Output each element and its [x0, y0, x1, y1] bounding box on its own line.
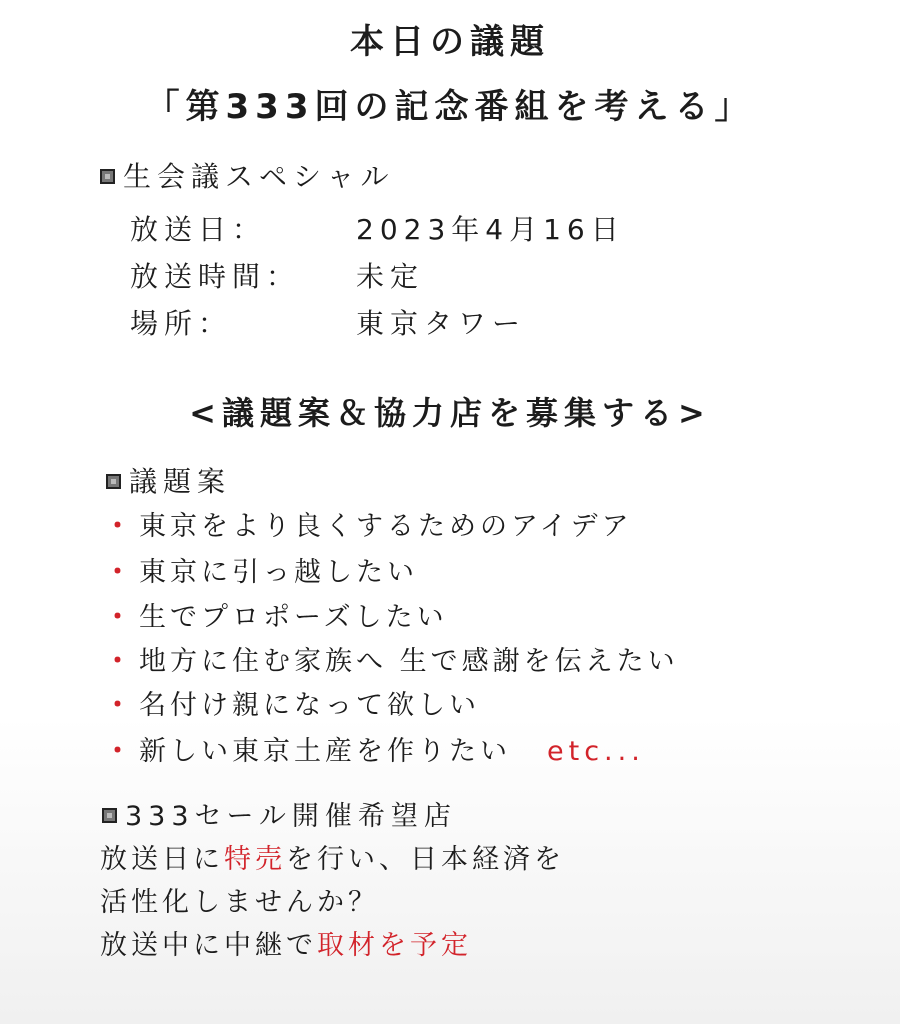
- list-item-text: 地方に住む家族へ 生で感謝を伝えたい: [139, 646, 679, 677]
- list-item-text: 名付け親になって欲しい: [139, 690, 480, 721]
- broadcast-date-value: 2023年4月16日: [356, 213, 625, 246]
- bullet-icon: ・: [104, 602, 135, 633]
- sale-heading: [102, 803, 457, 830]
- list-item-text: 東京をより良くするためのアイデア: [139, 511, 633, 542]
- etc-label: etc...: [547, 736, 645, 767]
- list-item: [104, 513, 633, 540]
- bullet-icon: ・: [104, 690, 135, 721]
- broadcast-date-label: 放送日：: [130, 213, 267, 246]
- broadcast-time-label: 放送時間：: [130, 260, 301, 293]
- square-bullet-icon: [106, 474, 121, 489]
- bullet-icon: ・: [104, 646, 135, 677]
- location-label: 場所：: [130, 307, 233, 340]
- broadcast-time-value: 未定: [356, 260, 425, 293]
- coverage-highlight: 取材を予定: [317, 930, 472, 961]
- list-item: [104, 692, 480, 719]
- bullet-icon: ・: [104, 557, 135, 588]
- list-item: [104, 604, 448, 631]
- list-item: [104, 738, 645, 765]
- sale-line-1-start: 放送日に: [100, 844, 224, 875]
- list-item-text: 新しい東京土産を作りたい: [139, 736, 511, 767]
- sale-highlight: 特売: [224, 844, 286, 875]
- sale-line-3: [100, 932, 472, 959]
- special-heading-text: 生会議スペシャル: [123, 160, 395, 193]
- proposals-heading: [106, 465, 232, 498]
- location-value: 東京タワー: [356, 307, 527, 340]
- recruit-heading: <議題案＆協力店を募集する>: [189, 394, 711, 432]
- special-heading: [100, 160, 395, 193]
- sale-line-2: 活性化しませんか？: [100, 887, 379, 918]
- list-item-text: 生でプロポーズしたい: [139, 602, 448, 633]
- sale-heading-text: 333セール開催希望店: [125, 801, 457, 832]
- page-title: 本日の議題: [350, 22, 550, 62]
- square-bullet-icon: [100, 169, 115, 184]
- square-bullet-icon: [102, 808, 117, 823]
- list-item-text: 東京に引っ越したい: [139, 557, 418, 588]
- sale-line-1-end: を行い、日本経済を: [286, 844, 565, 875]
- sale-line-1: [100, 846, 565, 873]
- bullet-icon: ・: [104, 736, 135, 767]
- proposals-heading-text: 議題案: [129, 465, 232, 498]
- bullet-icon: ・: [104, 511, 135, 542]
- list-item: [104, 559, 418, 586]
- list-item: [104, 648, 679, 675]
- page-subtitle: 「第333回の記念番組を考える」: [145, 87, 755, 127]
- sale-line-3-start: 放送中に中継で: [100, 930, 317, 961]
